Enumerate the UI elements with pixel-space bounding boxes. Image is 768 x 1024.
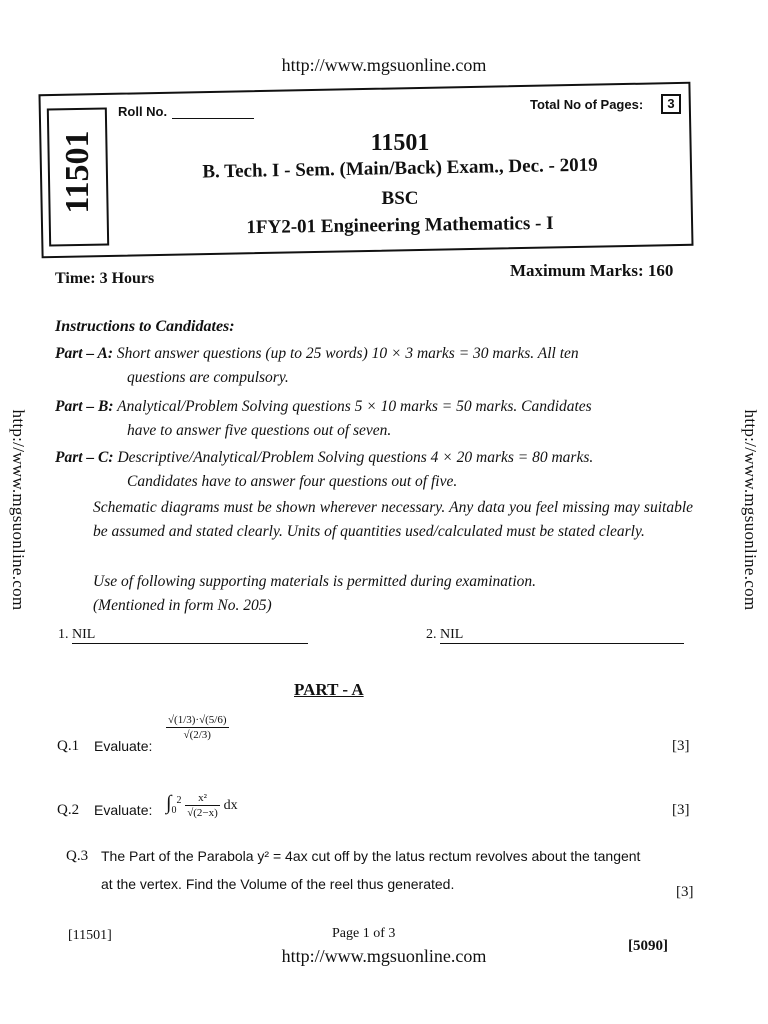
paper-code: 11501 <box>370 130 430 156</box>
part-b-line1: Analytical/Problem Solving questions 5 × 10 marks = 50 marks. Candidates <box>117 398 592 415</box>
instruction-part-c <box>55 446 695 494</box>
subject-title: 1FY2-01 Engineering Mathematics - I <box>246 212 554 239</box>
paper-code-vertical: 11501 <box>59 130 96 214</box>
part-c-label: Part – C: <box>55 449 114 466</box>
instruction-part-a <box>55 342 695 390</box>
question-marks: [3] <box>676 884 694 900</box>
question-number: Q.2 <box>57 802 80 818</box>
part-c-line1: Descriptive/Analytical/Problem Solving questions 4 × 20 marks = 80 marks. <box>117 449 594 466</box>
materials-line2: (Mentioned in form No. 205) <box>93 597 272 614</box>
material-value: NIL <box>440 627 684 644</box>
total-pages-value: 3 <box>661 94 681 114</box>
material-num: 2. <box>426 627 437 642</box>
question-number: Q.1 <box>57 738 80 754</box>
material-num: 1. <box>58 627 69 642</box>
maximum-marks: Maximum Marks: 160 <box>510 261 674 280</box>
question-text: Evaluate: <box>94 802 153 818</box>
question-text-line1: The Part of the Parabola y² = 4ax cut off by the latus rectum revolves about the tangent <box>101 848 641 864</box>
roll-no-label: Roll No. <box>118 104 168 119</box>
exam-duration: Time: 3 Hours <box>55 270 155 287</box>
question-number: Q.3 <box>66 848 89 864</box>
question-marks: [3] <box>672 802 690 818</box>
part-a-line1: Short answer questions (up to 25 words) 10 × 3 marks = 30 marks. All ten <box>116 345 579 362</box>
material-value: NIL <box>72 627 308 644</box>
instruction-schematic: Schematic diagrams must be shown wherever necessary. Any data you feel missing may suitable be assumed and stated clearly. Units of quantities used/calculated must be stated clearly. <box>93 499 693 540</box>
footer-total: [5090] <box>628 938 668 954</box>
watermark-url-bottom: http://www.mgsuonline.com <box>281 946 487 966</box>
q2-expression: $\int_0^2$ $\frac{\text{x²}}{√(2-x)}$ dx <box>166 792 238 820</box>
part-c-line2: Candidates have to answer four questions out of five. <box>127 473 458 490</box>
part-a-line2: questions are compulsory. <box>127 369 289 386</box>
branch: BSC <box>381 188 419 209</box>
material-item-2 <box>426 627 684 644</box>
question-marks: [3] <box>672 738 690 754</box>
instruction-part-b <box>55 395 695 443</box>
part-b-label: Part – B: <box>55 398 114 415</box>
q1-fraction: $\frac{√(1/3)\cdot√(5/6)}{√(2/3)}$ <box>168 714 227 741</box>
watermark-url-right: http://www.mgsuonline.com <box>741 409 760 611</box>
exam-title: B. Tech. I - Sem. (Main/Back) Exam., Dec. - 2019 <box>202 154 598 183</box>
q2-fraction: $\frac{\text{x²}}{√(2-x)}$ <box>187 792 218 820</box>
instructions-heading: Instructions to Candidates: <box>55 318 235 335</box>
watermark-url-left: http://www.mgsuonline.com <box>9 409 28 611</box>
total-pages-label: Total No of Pages: <box>530 97 644 112</box>
material-item-1 <box>58 627 308 644</box>
section-title: PART - A <box>294 680 364 699</box>
materials-line1: Use of following supporting materials is permitted during examination. <box>93 573 537 590</box>
footer-paper-code: [11501] <box>68 928 112 943</box>
page-number: Page 1 of 3 <box>332 926 396 941</box>
roll-no-field <box>172 118 254 119</box>
part-b-line2: have to answer five questions out of seven. <box>127 422 392 439</box>
part-a-label: Part – A: <box>55 345 113 362</box>
instruction-materials <box>93 570 693 618</box>
question-text-line2: at the vertex. Find the Volume of the reel thus generated. <box>101 876 455 892</box>
question-text: Evaluate: <box>94 738 153 754</box>
q1-expression <box>166 714 229 741</box>
watermark-url-top: http://www.mgsuonline.com <box>281 55 487 75</box>
